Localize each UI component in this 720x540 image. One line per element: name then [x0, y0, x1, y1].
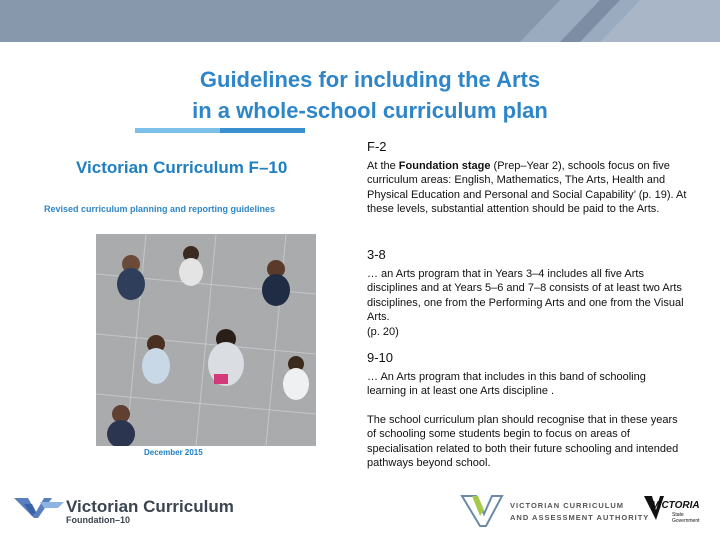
stage-block-9-10 — [367, 350, 687, 470]
title-line-2: in a whole-school curriculum plan — [192, 98, 548, 123]
students-photo-graphic — [96, 234, 316, 446]
stage-heading-9-10: 9-10 — [367, 350, 394, 365]
title-line-1: Guidelines for including the Arts — [199, 67, 541, 92]
stage-text-rest: (Prep–Year 2), schools focus on five curriculum areas: English, Mathematics, The Arts, Health and Physical Education and Personal and Social Capability’ (p. 19). At these levels, substantial attention should be paid to the Arts. — [367, 160, 687, 216]
stage-block-f-2 — [367, 139, 687, 217]
vcaa-name — [510, 500, 649, 524]
students-photo — [96, 234, 316, 446]
stage-heading-f-2: F-2 — [367, 139, 387, 154]
top-banner — [0, 0, 720, 42]
document-cover-subtitle: Revised curriculum planning and reporting guidelines — [44, 204, 276, 214]
document-cover-title: Victorian Curriculum F–10 — [76, 158, 288, 177]
stage-text-bold: Foundation stage — [398, 160, 491, 172]
victoria-subtitle — [672, 512, 700, 524]
banner-pattern-graphic — [0, 0, 720, 42]
stage-block-3-8 — [367, 247, 687, 339]
title-underline-accent — [135, 128, 220, 133]
victorian-curriculum-logo-icon — [14, 494, 64, 520]
victorian-curriculum-subtitle: Foundation–10 — [66, 515, 131, 525]
page-title — [100, 64, 640, 126]
stage-text-9-10: … An Arts program that includes in this band of schooling learning in at least one Arts discipline . — [367, 371, 646, 398]
stage-text-f-2 — [367, 159, 687, 217]
victoria-name: VICTORIA — [652, 500, 700, 511]
victorian-curriculum-name: Victorian Curriculum — [66, 497, 234, 516]
vcaa-line-2: AND ASSESSMENT AUTHORITY — [510, 513, 650, 522]
victoria-sub-line-2: Government — [672, 518, 700, 524]
document-cover-image — [40, 140, 326, 476]
stage-text-prefix: At the — [367, 160, 399, 172]
vcaa-line-1: VICTORIAN CURRICULUM — [510, 501, 625, 510]
vcaa-logo-icon — [460, 492, 504, 528]
victoria-sub-line-1: State — [672, 512, 684, 518]
document-cover-date: December 2015 — [144, 448, 203, 457]
stage-heading-3-8: 3-8 — [367, 247, 386, 262]
stage-note-9-10: The school curriculum plan should recognise that in these years of schooling some students begin to focus on areas of specialisation related to both their future schooling and intended pathways beyond school. — [367, 413, 679, 470]
stage-ref-3-8: (p. 20) — [367, 325, 399, 338]
stage-text-3-8: … an Arts program that in Years 3–4 includes all five Arts disciplines and at Years 5–6 and 7–8 consists of at least two Arts disciplines, one from the Performing Arts and one from the Visual Arts. — [367, 268, 684, 324]
